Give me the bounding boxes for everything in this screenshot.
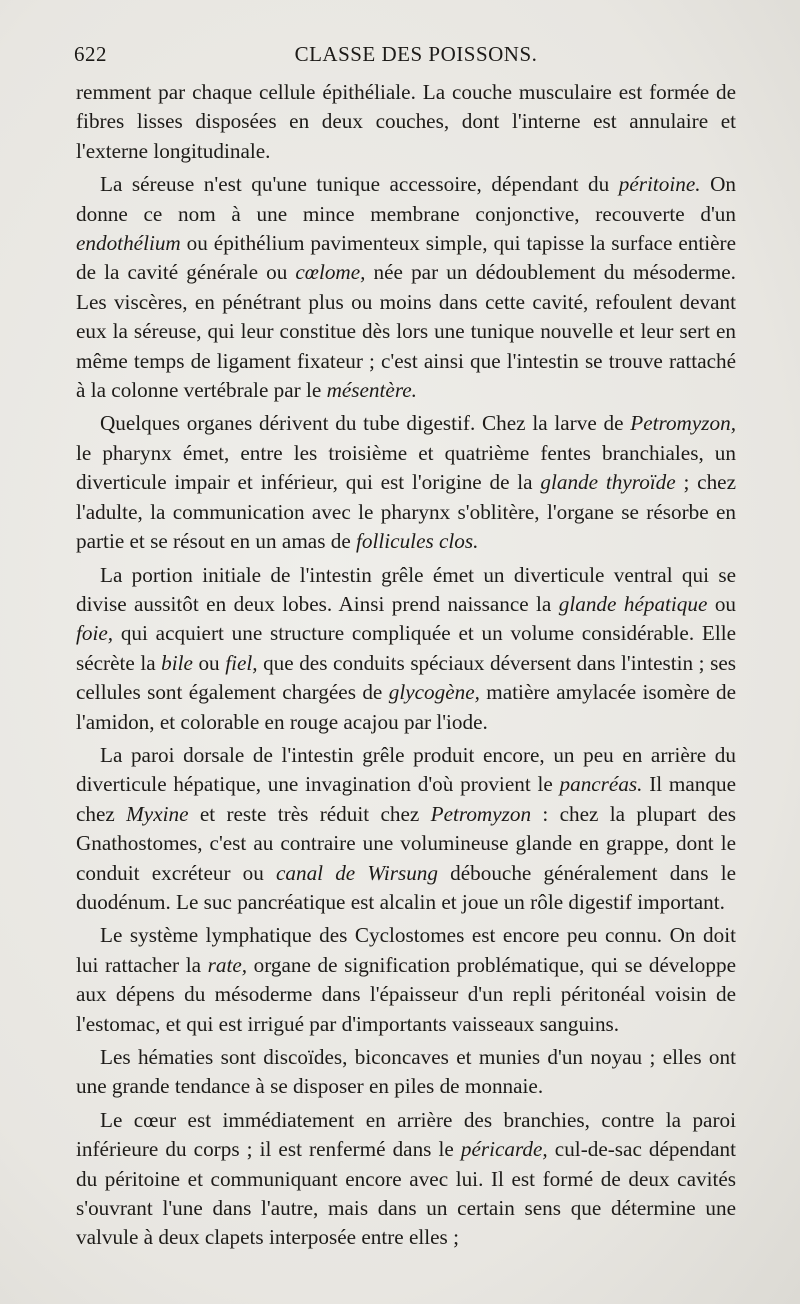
text-run: ; chez l'adulte, la communication avec le pharynx s'oblitère, l'organe se résorbe en partie et se résout en un amas de xyxy=(76,470,736,554)
italic-term: glande thyroïde xyxy=(540,470,676,495)
italic-term: péricarde, xyxy=(460,1137,548,1162)
italic-term: foie, xyxy=(76,621,114,646)
text-run: le pharynx émet, entre les troisième et quatrième fentes branchiales, un diverticule impair et inférieur, qui est l'origine de la xyxy=(76,440,736,495)
text-run: La portion initiale de l'intestin grêle émet un diverticule ventral qui se divise aussitôt en deux lobes. Ainsi prend naissance la xyxy=(76,562,736,616)
paragraph xyxy=(76,170,736,405)
italic-term: glycogène, xyxy=(388,680,480,705)
italic-term: cœlome, xyxy=(295,260,366,285)
text-run: Le système lymphatique des Cyclostomes est encore peu connu. On doit lui rattacher la xyxy=(76,923,736,977)
text-run: Le cœur est immédiatement en arrière des branchies, contre la paroi inférieure du corps ; il est renfermé dans le xyxy=(76,1107,736,1162)
text-run: Il manque chez xyxy=(76,772,736,826)
body-text xyxy=(76,78,736,1253)
text-run: Quelques organes dérivent du tube digestif. Chez la larve de xyxy=(100,411,631,436)
paragraph xyxy=(76,561,736,737)
italic-term: Myxine xyxy=(126,801,189,826)
italic-term: follicules clos. xyxy=(356,529,479,554)
italic-term: Petromyzon xyxy=(430,801,532,826)
text-run: ou xyxy=(707,591,737,616)
paragraph xyxy=(76,1106,736,1253)
text-run: cul-de-sac dépendant du péritoine et communiquant encore avec lui. Il est formé de deux cavités s'ouvrant l'une dans l'autre, mais dans un certain sens que détermine une valvule à deux clapets interposée entre elles ; xyxy=(76,1137,736,1250)
text-run: débouche généralement dans le duodénum. Le suc pancréatique est alcalin et joue un rôle digestif important. xyxy=(76,860,736,914)
text-run: organe de signification problématique, qui se développe aux dépens du mésoderme dans l'épaisseur d'un repli péritonéal voisin de l'estomac, et qui est irrigué par d'importants vaisseaux sanguins. xyxy=(76,952,736,1036)
text-run: matière amylacée isomère de l'amidon, et colorable en rouge acajou par l'iode. xyxy=(76,680,736,734)
page-header xyxy=(74,42,738,72)
paragraph xyxy=(76,78,736,166)
running-head: CLASSE DES POISSONS. xyxy=(294,42,538,66)
italic-term: endothélium xyxy=(76,231,181,256)
page-number: 622 xyxy=(74,42,107,66)
italic-term: glande hépatique xyxy=(558,591,708,616)
italic-term: Petromyzon, xyxy=(630,411,736,436)
italic-term: rate, xyxy=(207,952,248,977)
text-run: Les hématies sont discoïdes, biconcaves et munies d'un noyau ; elles ont une grande tendance à se disposer en piles de monnaie. xyxy=(76,1045,736,1099)
text-run: ou xyxy=(192,650,226,675)
text-run: ou épithélium pavimenteux simple, qui tapisse la surface entière de la cavité générale ou xyxy=(76,231,736,285)
italic-term: fiel, xyxy=(225,650,258,675)
text-run: La paroi dorsale de l'intestin grêle produit encore, un peu en arrière du diverticule hépatique, une invagination d'où provient le xyxy=(76,742,736,797)
text-run: et reste très réduit chez xyxy=(188,801,431,826)
italic-term: péritoine. xyxy=(618,172,701,197)
text-run: La séreuse n'est qu'une tunique accessoire, dépendant du xyxy=(100,172,619,197)
text-run: : chez la plupart des Gnathostomes, c'est au contraire une volumineuse glande en grappe, dont le conduit excréteur ou xyxy=(76,801,737,885)
italic-term: mésentère. xyxy=(326,378,417,403)
paragraph xyxy=(76,741,736,917)
text-run: remment par chaque cellule épithéliale. La couche musculaire est formée de fibres lisses disposées en deux couches, dont l'interne est annulaire et l'externe longitudinale. xyxy=(76,80,736,163)
paragraph xyxy=(76,1043,736,1102)
text-run: qui acquiert une structure compliquée et un volume considérable. Elle sécrète la xyxy=(76,621,736,675)
italic-term: pancréas. xyxy=(559,772,643,797)
text-run: On donne ce nom à une mince membrane conjonctive, recouverte d'un xyxy=(76,172,736,226)
italic-term: bile xyxy=(161,650,193,675)
text-run: née par un dédoublement du mésoderme. Les viscères, en pénétrant plus ou moins dans cette cavité, refoulent devant eux la séreuse, qui leur constitue dès lors une tunique nouvelle et leur sert en même temps de ligament fixateur ; c'est ainsi que l'intestin se trouve rattaché à la colonne vertébrale par le xyxy=(76,260,736,403)
text-run: que des conduits spéciaux déversent dans l'intestin ; ses cellules sont également chargées de xyxy=(76,650,736,705)
paragraph xyxy=(76,409,736,556)
italic-term: canal de Wirsung xyxy=(275,860,438,885)
paragraph xyxy=(76,921,736,1039)
